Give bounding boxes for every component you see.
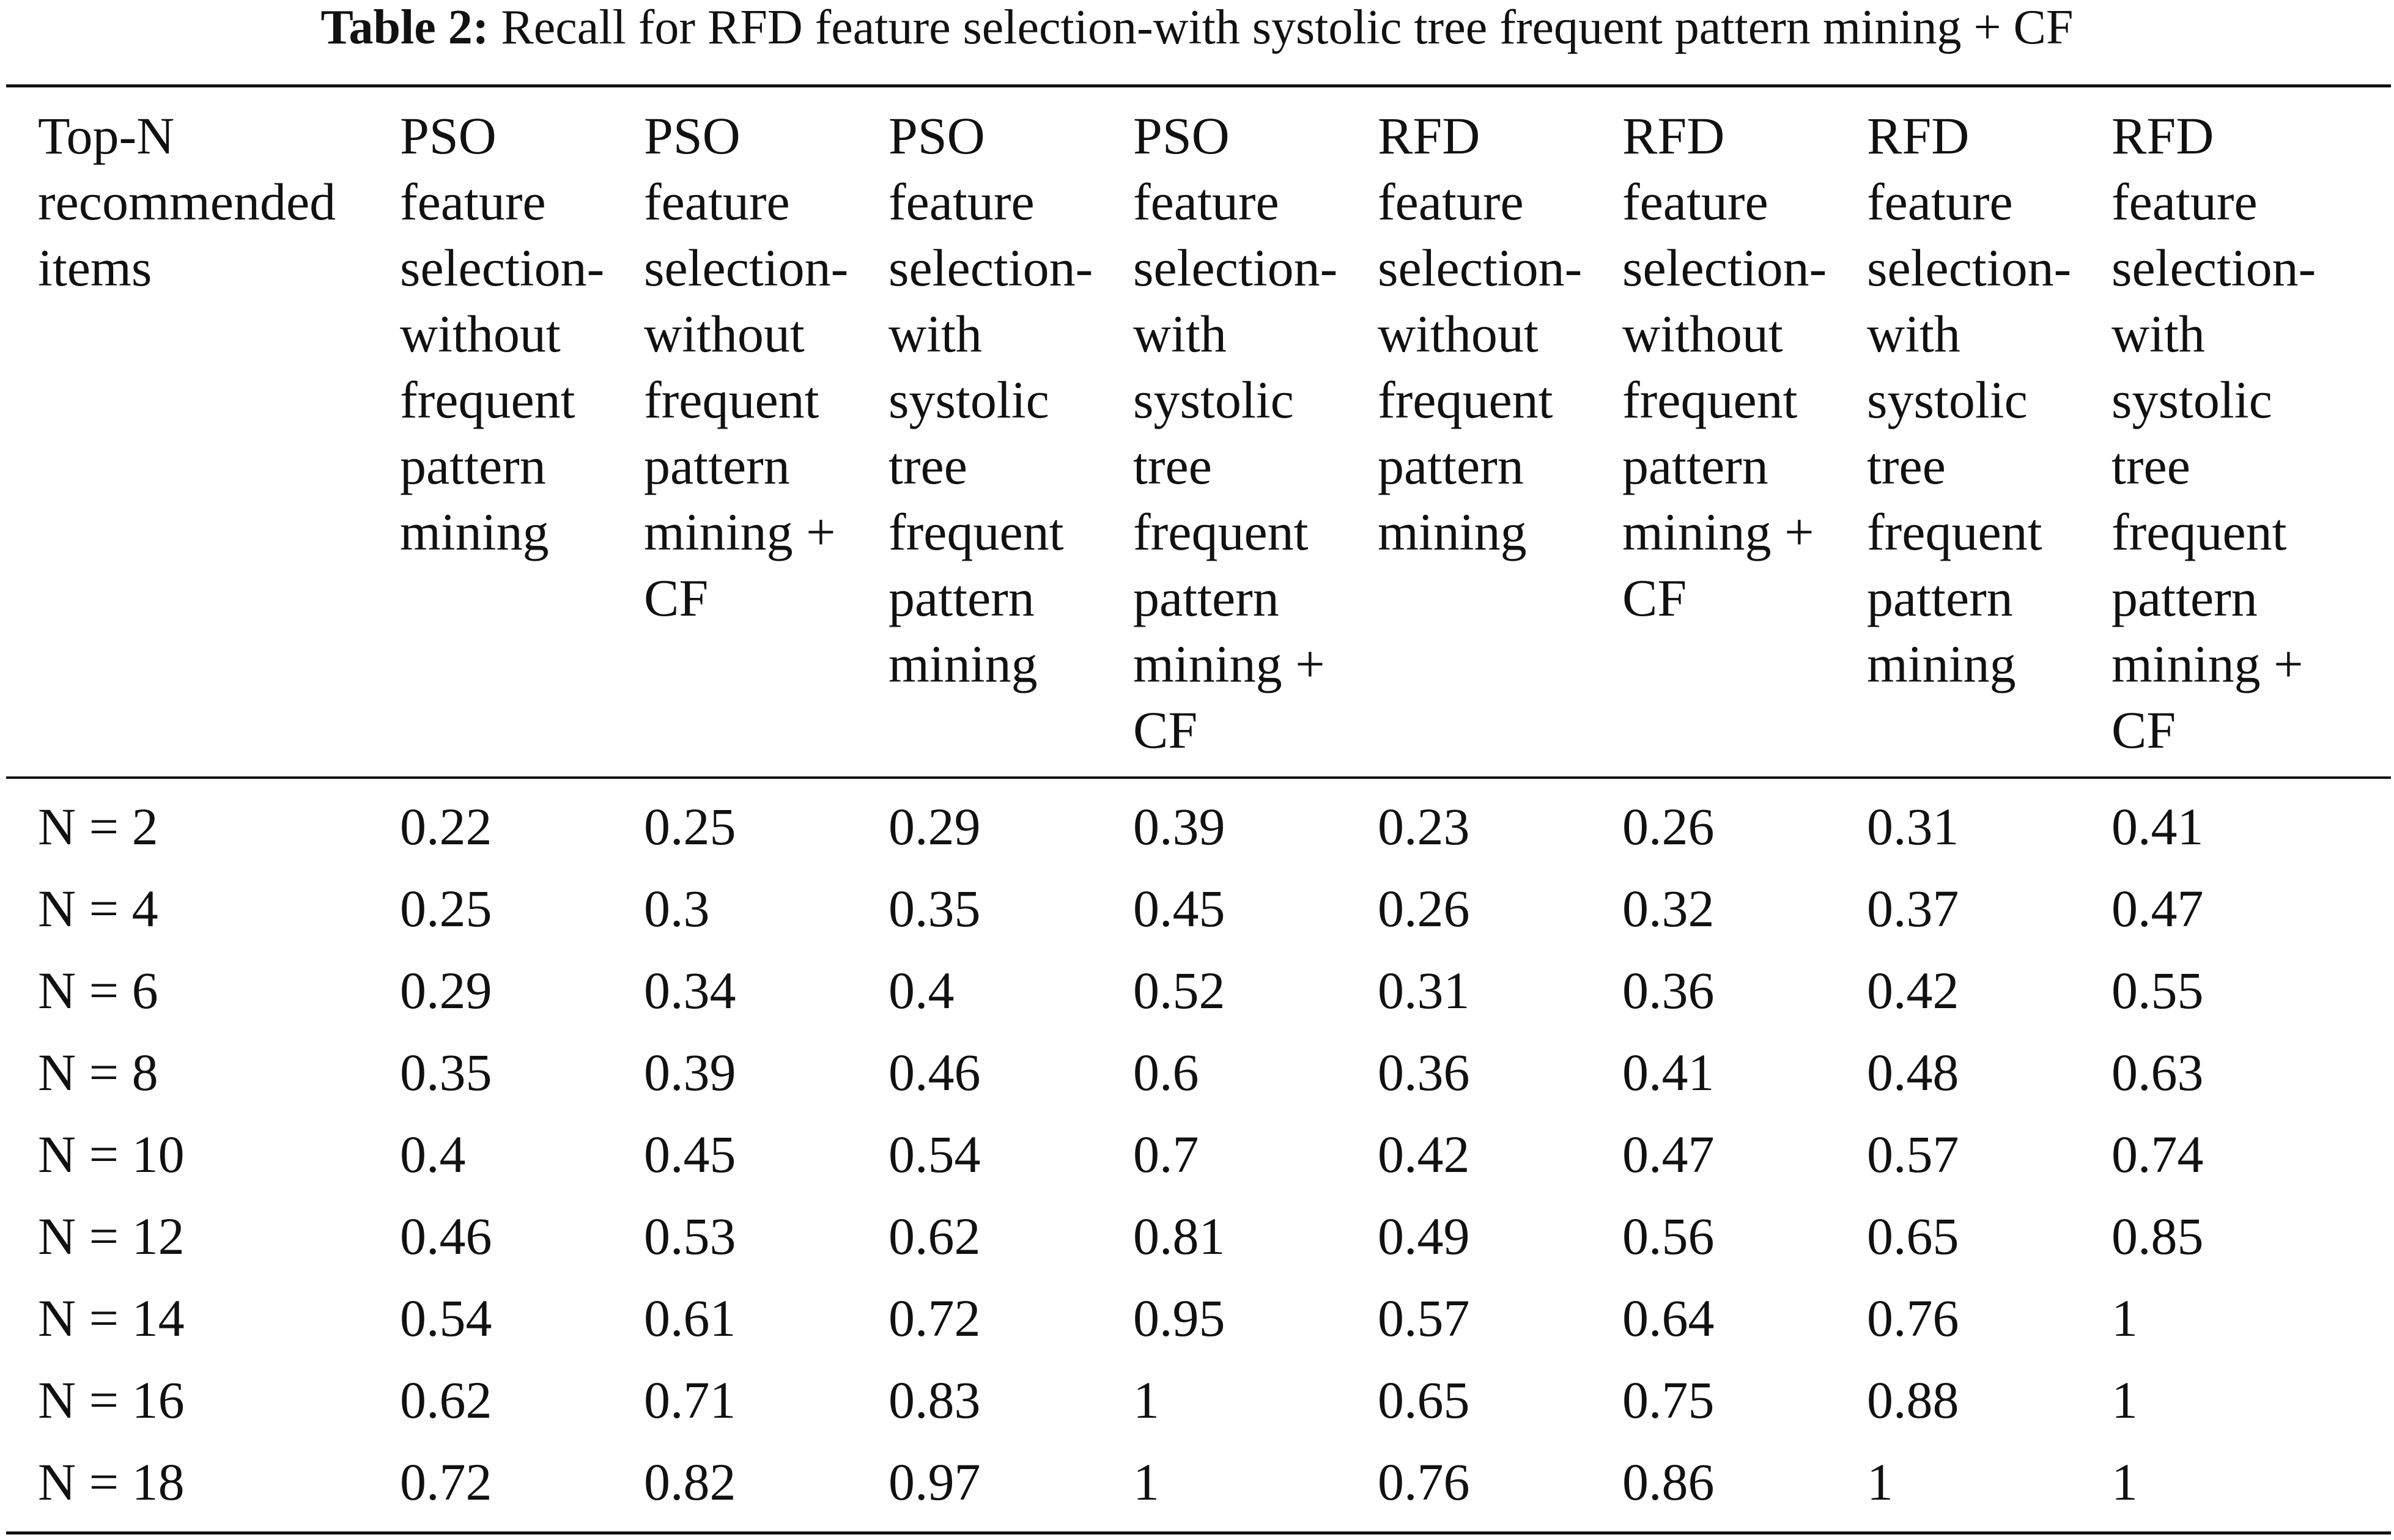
table-cell: 0.53 xyxy=(644,1207,736,1266)
table-row xyxy=(0,868,2394,949)
table-cell: 0.4 xyxy=(400,1125,466,1184)
table-cell: 0.37 xyxy=(1867,879,1959,938)
table-cell: 0.31 xyxy=(1867,797,1959,856)
table-cell: 0.4 xyxy=(889,961,955,1020)
column-header-rfd-without-fpm-cf: RFD feature selection- without frequent pattern mining + CF xyxy=(1622,106,1827,627)
table-cell: 0.52 xyxy=(1133,961,1225,1020)
table-cell: 0.25 xyxy=(644,797,736,856)
row-label: N = 4 xyxy=(38,879,158,938)
table-caption-text: Recall for RFD feature selection-with systolic tree frequent pattern mining + CF xyxy=(501,1,2074,54)
table-cell: 0.47 xyxy=(2111,879,2204,938)
table-cell: 0.29 xyxy=(400,961,492,1020)
table-cell: 0.86 xyxy=(1622,1453,1715,1511)
table-cell: 0.61 xyxy=(644,1289,736,1347)
table-cell: 0.49 xyxy=(1378,1207,1470,1266)
table-cell: 0.32 xyxy=(1622,879,1715,938)
column-header-pso-with-systolic: PSO feature selection- with systolic tree frequent pattern mining xyxy=(889,106,1093,693)
table-cell: 0.62 xyxy=(400,1371,492,1429)
table-cell: 1 xyxy=(2111,1289,2138,1347)
table-header-rule xyxy=(6,776,2391,779)
table-caption-label: Table 2: xyxy=(320,1,489,54)
table-cell: 0.82 xyxy=(644,1453,736,1511)
table-row xyxy=(0,1441,2394,1523)
table-cell: 0.39 xyxy=(1133,797,1225,856)
table-cell: 0.42 xyxy=(1867,961,1959,1020)
table-cell: 0.7 xyxy=(1133,1125,1199,1184)
table-cell: 0.29 xyxy=(889,797,981,856)
table-cell: 0.74 xyxy=(2111,1125,2204,1184)
column-header-rfd-with-systolic-cf: RFD feature selection- with systolic tree frequent pattern mining + CF xyxy=(2111,106,2316,759)
table-cell: 0.41 xyxy=(1622,1043,1715,1102)
table-cell: 0.57 xyxy=(1867,1125,1959,1184)
table-cell: 0.57 xyxy=(1378,1289,1470,1347)
table-cell: 0.41 xyxy=(2111,797,2204,856)
table-row xyxy=(0,1031,2394,1113)
table-cell: 0.31 xyxy=(1378,961,1470,1020)
table-cell: 0.65 xyxy=(1378,1371,1470,1429)
table-cell: 0.71 xyxy=(644,1371,736,1429)
table-top-rule xyxy=(6,84,2391,87)
table-cell: 0.6 xyxy=(1133,1043,1199,1102)
column-header-rfd-without-fpm: RFD feature selection- without frequent pattern mining xyxy=(1378,106,1583,561)
table-cell: 0.55 xyxy=(2111,961,2204,1020)
table-cell: 1 xyxy=(2111,1453,2138,1511)
table-cell: 0.62 xyxy=(889,1207,981,1266)
table-caption xyxy=(0,0,2394,61)
table-cell: 0.45 xyxy=(644,1125,736,1184)
table-cell: 0.35 xyxy=(400,1043,492,1102)
table-cell: 1 xyxy=(2111,1371,2138,1429)
table-cell: 0.42 xyxy=(1378,1125,1470,1184)
table-cell: 0.3 xyxy=(644,879,710,938)
table-cell: 0.64 xyxy=(1622,1289,1715,1347)
table-cell: 0.95 xyxy=(1133,1289,1225,1347)
table-cell: 0.56 xyxy=(1622,1207,1715,1266)
table-cell: 1 xyxy=(1867,1453,1893,1511)
table-cell: 0.23 xyxy=(1378,797,1470,856)
table-row xyxy=(0,1195,2394,1277)
table-cell: 1 xyxy=(1133,1371,1159,1429)
table-cell: 0.76 xyxy=(1378,1453,1470,1511)
row-label: N = 6 xyxy=(38,961,158,1020)
column-header-top-n: Top-N recommended items xyxy=(38,106,336,297)
table-cell: 0.48 xyxy=(1867,1043,1959,1102)
column-header-pso-without-fpm: PSO feature selection- without frequent pattern mining xyxy=(400,106,605,561)
table-cell: 0.26 xyxy=(1378,879,1470,938)
table-cell: 0.54 xyxy=(400,1289,492,1347)
table-cell: 0.75 xyxy=(1622,1371,1715,1429)
table-header-row xyxy=(0,103,2394,775)
table-cell: 0.35 xyxy=(889,879,981,938)
table-cell: 0.36 xyxy=(1378,1043,1470,1102)
table-cell: 0.25 xyxy=(400,879,492,938)
table-row xyxy=(0,1277,2394,1359)
table-cell: 0.36 xyxy=(1622,961,1715,1020)
table-cell: 0.26 xyxy=(1622,797,1715,856)
column-header-pso-with-systolic-cf: PSO feature selection- with systolic tree frequent pattern mining + CF xyxy=(1133,106,1338,759)
table-cell: 0.72 xyxy=(400,1453,492,1511)
column-header-rfd-with-systolic: RFD feature selection- with systolic tree frequent pattern mining xyxy=(1867,106,2072,693)
row-label: N = 16 xyxy=(38,1371,185,1429)
row-label: N = 8 xyxy=(38,1043,158,1102)
table-cell: 0.39 xyxy=(644,1043,736,1102)
table-cell: 0.34 xyxy=(644,961,736,1020)
row-label: N = 12 xyxy=(38,1207,185,1266)
row-label: N = 14 xyxy=(38,1289,185,1347)
table-cell: 0.45 xyxy=(1133,879,1225,938)
table-cell: 0.47 xyxy=(1622,1125,1715,1184)
table-cell: 0.46 xyxy=(400,1207,492,1266)
row-label: N = 2 xyxy=(38,797,158,856)
table-row xyxy=(0,1359,2394,1441)
table-cell: 0.63 xyxy=(2111,1043,2204,1102)
table-cell: 0.81 xyxy=(1133,1207,1225,1266)
column-header-pso-without-fpm-cf: PSO feature selection- without frequent pattern mining + CF xyxy=(644,106,849,627)
table-row xyxy=(0,1113,2394,1195)
table-cell: 0.46 xyxy=(889,1043,981,1102)
table-cell: 0.97 xyxy=(889,1453,981,1511)
table-cell: 0.76 xyxy=(1867,1289,1959,1347)
table-cell: 1 xyxy=(1133,1453,1159,1511)
table-cell: 0.83 xyxy=(889,1371,981,1429)
table-cell: 0.65 xyxy=(1867,1207,1959,1266)
table-cell: 0.85 xyxy=(2111,1207,2204,1266)
row-label: N = 10 xyxy=(38,1125,185,1184)
table-cell: 0.22 xyxy=(400,797,492,856)
table-bottom-rule xyxy=(6,1531,2391,1534)
table-cell: 0.72 xyxy=(889,1289,981,1347)
table-row xyxy=(0,786,2394,868)
row-label: N = 18 xyxy=(38,1453,185,1511)
table-cell: 0.54 xyxy=(889,1125,981,1184)
table-cell: 0.88 xyxy=(1867,1371,1959,1429)
table-row xyxy=(0,949,2394,1031)
